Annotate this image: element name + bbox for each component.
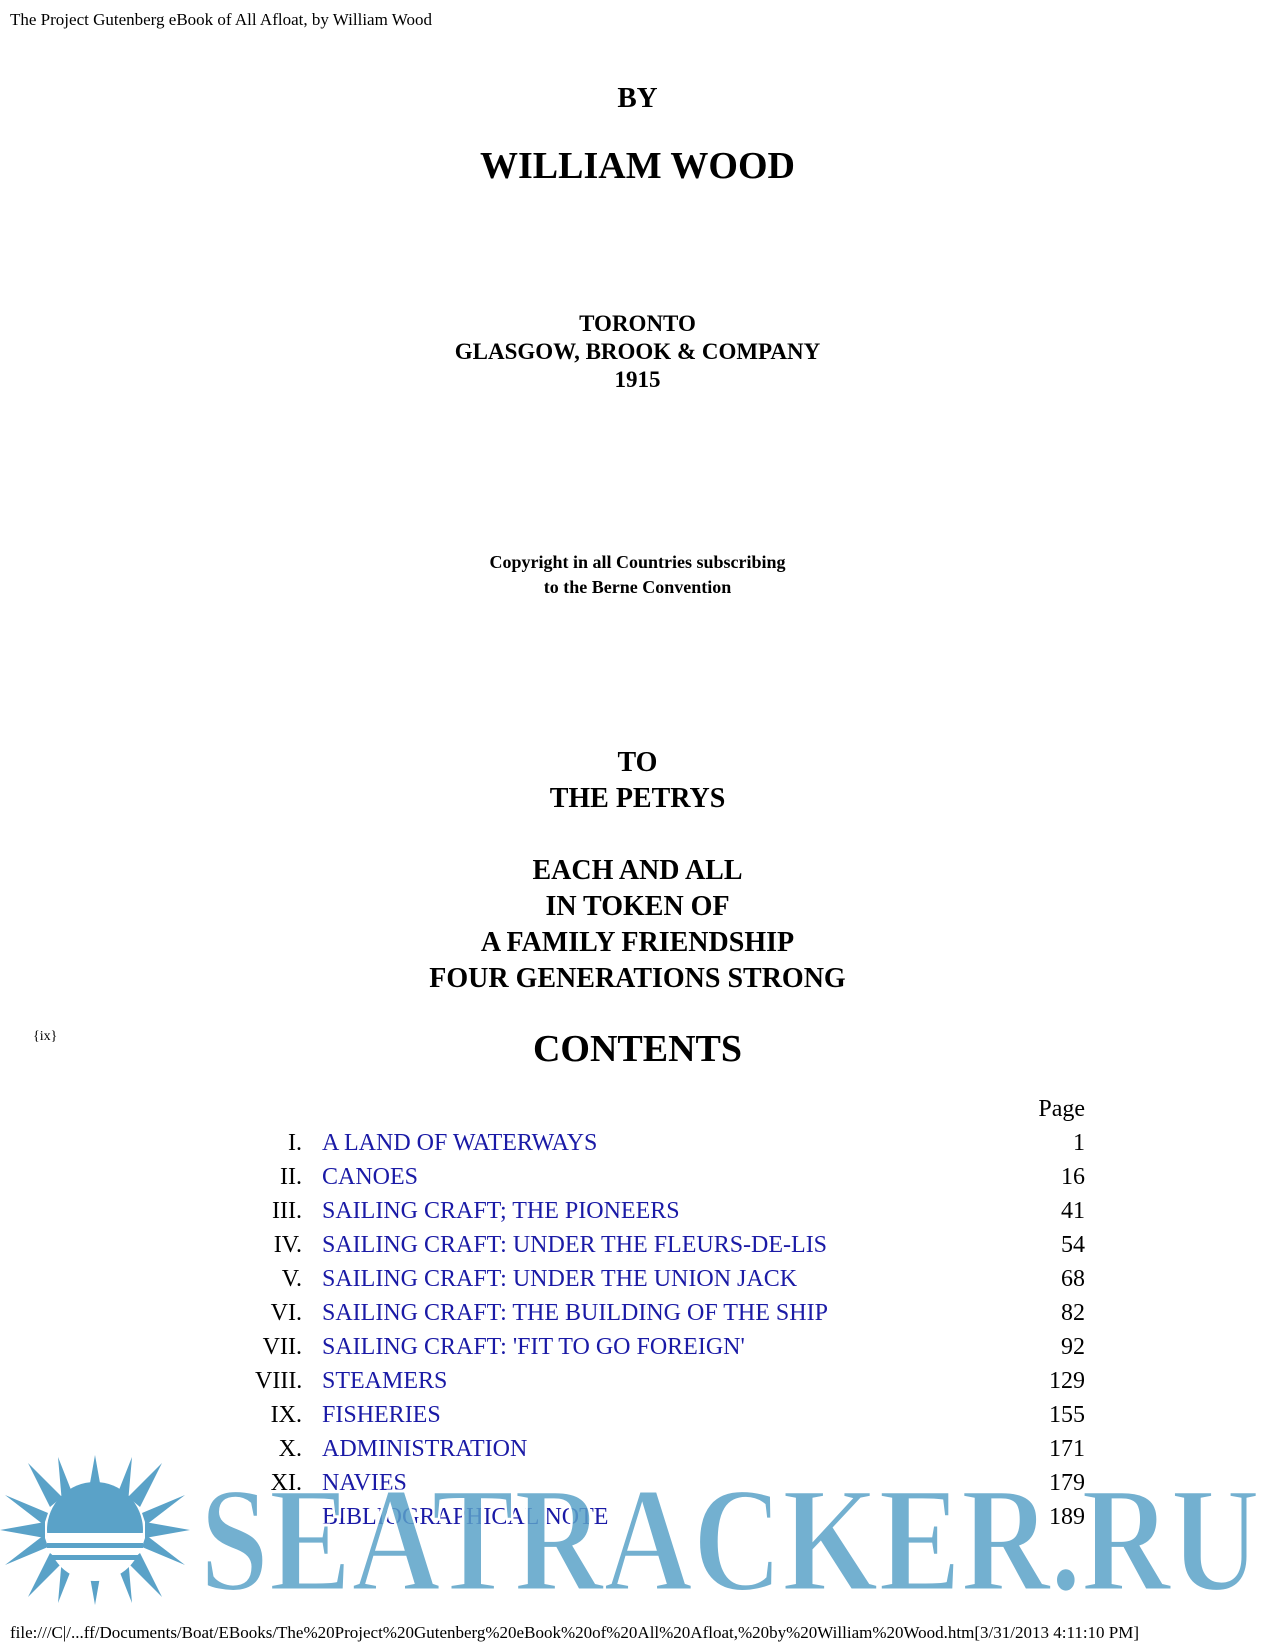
page-header: The Project Gutenberg eBook of All Afloat, by William Wood — [10, 10, 432, 29]
chapter-page: 171 — [1049, 1436, 1085, 1462]
watermark-text: SEATRACKER.RU — [200, 1457, 1260, 1605]
page-column-header: Page — [1038, 1096, 1085, 1122]
chapter-page: 41 — [1061, 1198, 1085, 1224]
chapter-link[interactable]: SAILING CRAFT; THE PIONEERS — [322, 1198, 680, 1224]
chapter-link[interactable]: CANOES — [322, 1164, 419, 1190]
chapter-link[interactable]: SAILING CRAFT: 'FIT TO GO FOREIGN' — [322, 1334, 745, 1360]
toc-row — [255, 1164, 1085, 1198]
chapter-number: I. — [288, 1130, 302, 1156]
contents-title: CONTENTS — [532, 1028, 743, 1070]
publisher-block — [0, 310, 1275, 394]
chapter-number: VI. — [270, 1300, 302, 1326]
chapter-link[interactable]: SAILING CRAFT: THE BUILDING OF THE SHIP — [322, 1300, 828, 1326]
toc-row — [255, 1130, 1085, 1164]
toc-row — [255, 1300, 1085, 1334]
toc-row — [255, 1334, 1085, 1368]
chapter-page: 92 — [1061, 1334, 1085, 1360]
toc-row — [255, 1402, 1085, 1436]
publication-year: 1915 — [614, 367, 661, 392]
chapter-link[interactable]: SAILING CRAFT: UNDER THE UNION JACK — [322, 1266, 798, 1292]
chapter-number: IX. — [270, 1402, 302, 1428]
chapter-number: X. — [278, 1436, 302, 1462]
chapter-page: 68 — [1061, 1266, 1085, 1292]
chapter-number: II. — [280, 1164, 302, 1190]
chapter-number: VII. — [262, 1334, 302, 1360]
dedication-line: TO — [617, 747, 658, 778]
chapter-link[interactable]: STEAMERS — [322, 1368, 448, 1394]
chapter-page: 16 — [1061, 1164, 1085, 1190]
file-path-footer: file:///C|/...ff/Documents/Boat/EBooks/The%20Project%20Gutenberg%20eBook%20of%20All%20Afloat,%20by%20William%20Wood.htm[3/31/2013 4:11:10 PM] — [10, 1623, 1140, 1642]
chapter-page: 82 — [1061, 1300, 1085, 1326]
chapter-number: V. — [281, 1266, 302, 1292]
dedication-line: IN TOKEN OF — [545, 891, 730, 922]
sun-logo-icon — [0, 1455, 190, 1605]
dedication — [0, 745, 1275, 997]
dedication-line: THE PETRYS — [549, 783, 726, 814]
chapter-link[interactable]: BIBLIOGRAPHICAL NOTE — [322, 1504, 609, 1530]
copyright-line: to the Berne Convention — [543, 577, 732, 597]
chapter-page: 1 — [1073, 1130, 1085, 1156]
chapter-page: 54 — [1061, 1232, 1085, 1258]
chapter-page: 129 — [1049, 1368, 1085, 1394]
dedication-line: FOUR GENERATIONS STRONG — [429, 963, 846, 994]
watermark — [0, 1455, 1275, 1605]
chapter-number: XI. — [270, 1470, 302, 1496]
publisher-city: TORONTO — [579, 311, 696, 336]
chapter-number: VIII. — [255, 1368, 303, 1394]
chapter-number: IV. — [273, 1232, 302, 1258]
page-number-marker: {ix} — [33, 1029, 58, 1044]
toc-row — [255, 1198, 1085, 1232]
author-name: WILLIAM WOOD — [480, 145, 795, 187]
chapter-page: 155 — [1049, 1402, 1085, 1428]
chapter-link[interactable]: NAVIES — [322, 1470, 407, 1496]
chapter-link[interactable]: A LAND OF WATERWAYS — [322, 1130, 598, 1156]
copyright-line: Copyright in all Countries subscribing — [489, 552, 786, 572]
copyright-notice — [0, 550, 1275, 600]
chapter-link[interactable]: ADMINISTRATION — [322, 1436, 528, 1462]
chapter-page: 189 — [1049, 1504, 1085, 1530]
chapter-link[interactable]: FISHERIES — [322, 1402, 441, 1428]
publisher-name: GLASGOW, BROOK & COMPANY — [454, 339, 821, 364]
chapter-link[interactable]: SAILING CRAFT: UNDER THE FLEURS-DE-LIS — [322, 1232, 828, 1258]
chapter-number: III. — [272, 1198, 302, 1224]
by-line: BY — [617, 82, 658, 114]
toc-row — [255, 1368, 1085, 1402]
toc-row — [255, 1266, 1085, 1300]
dedication-line: EACH AND ALL — [532, 855, 743, 886]
toc-row — [255, 1232, 1085, 1266]
chapter-page: 179 — [1049, 1470, 1085, 1496]
dedication-line: A FAMILY FRIENDSHIP — [480, 927, 795, 958]
